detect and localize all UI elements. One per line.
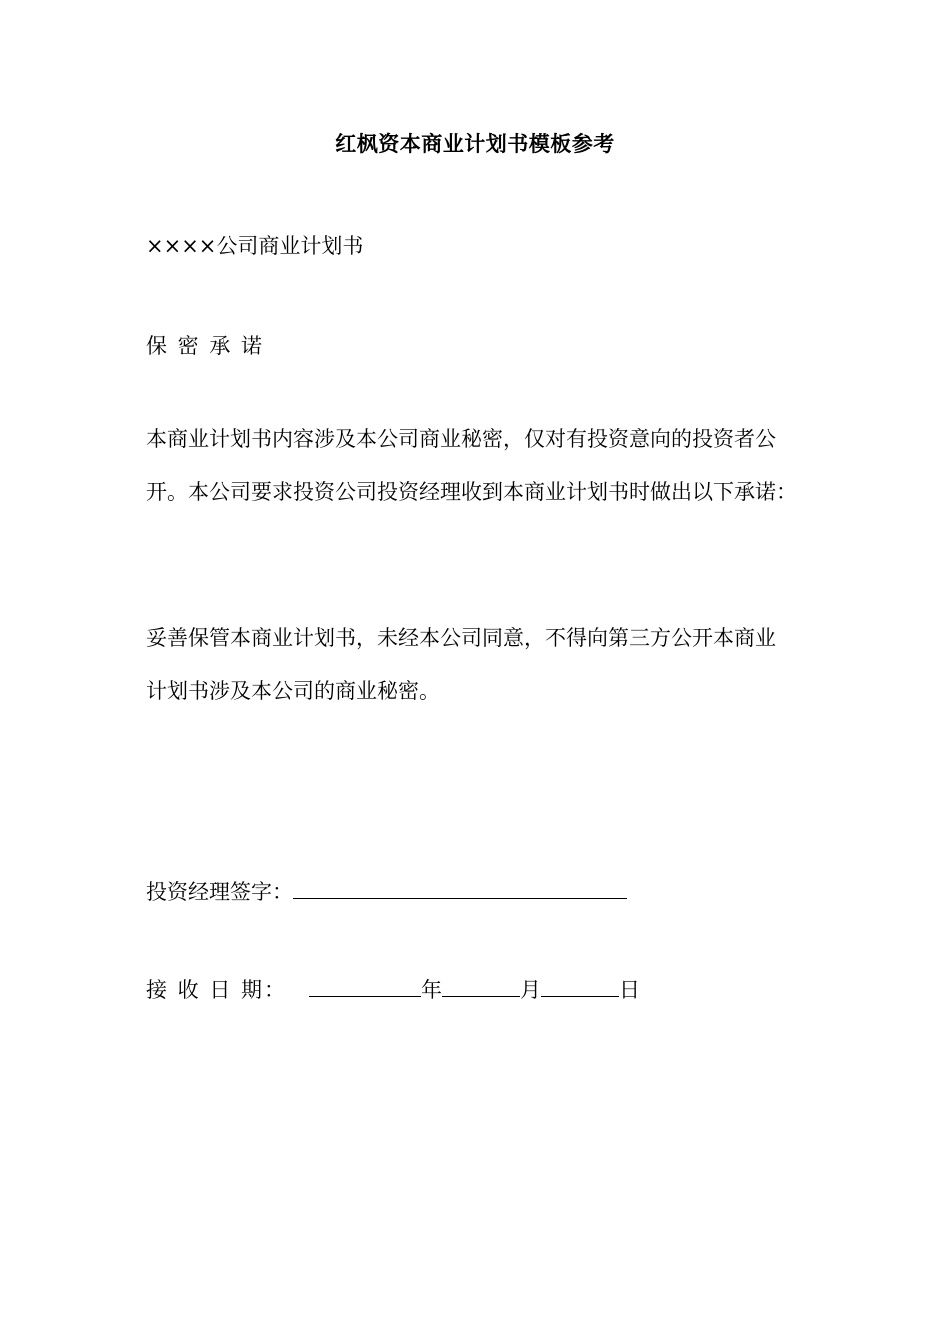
- month-blank[interactable]: [442, 976, 520, 997]
- company-heading: ××××公司商业计划书: [146, 234, 364, 258]
- year-blank[interactable]: [309, 976, 421, 997]
- signature-row: [146, 876, 627, 906]
- signature-label: 投资经理签字：: [146, 880, 293, 904]
- paragraph-line: 本商业计划书内容涉及本公司商业秘密，仅对有投资意向的投资者公: [146, 427, 776, 451]
- year-label: 年: [421, 978, 443, 1002]
- day-blank[interactable]: [541, 976, 619, 997]
- confidentiality-paragraph: [146, 413, 826, 519]
- commitment-paragraph: [146, 612, 826, 718]
- document-title: 红枫资本商业计划书模板参考: [335, 131, 615, 156]
- month-label: 月: [520, 978, 542, 1002]
- paragraph-line: 计划书涉及本公司的商业秘密。: [146, 679, 440, 703]
- paragraph-line: 开。本公司要求投资公司投资经理收到本商业计划书时做出以下承诺：: [146, 480, 797, 504]
- day-label: 日: [619, 978, 641, 1002]
- signature-blank[interactable]: [293, 878, 627, 899]
- section-heading: 保 密 承 诺: [146, 334, 265, 358]
- date-label: 接 收 日 期：: [146, 978, 288, 1002]
- date-row: [146, 974, 640, 1004]
- paragraph-line: 妥善保管本商业计划书，未经本公司同意，不得向第三方公开本商业: [146, 626, 776, 650]
